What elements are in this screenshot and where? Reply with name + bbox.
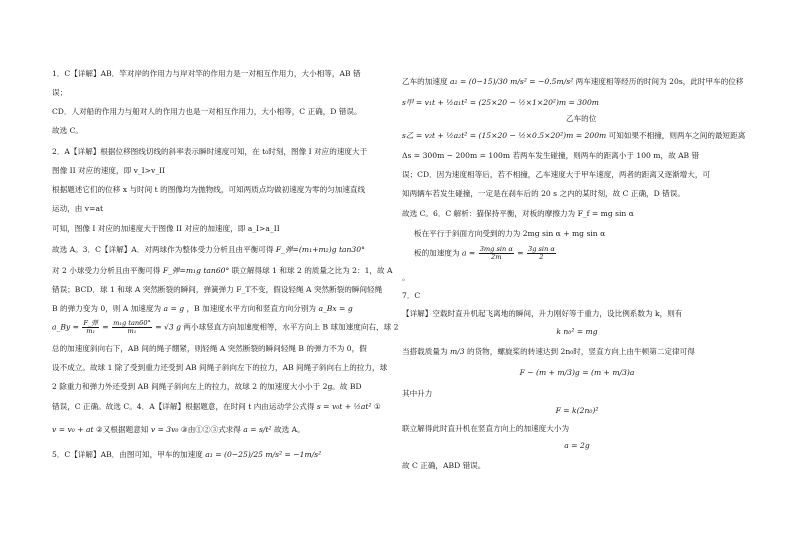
text-span: 故选 A。	[273, 425, 305, 434]
text-line: 总的加速度斜向右下，AB 间的绳子绷紧，则轻绳 A 突然断裂的瞬间轻绳 B 的弹力不为 0，假	[52, 344, 367, 353]
formula: a =	[461, 248, 476, 258]
formula: =	[102, 322, 109, 332]
formula: = √3 g	[155, 322, 181, 332]
text-span: 两车速度相等经历的时间为 20s，此时甲车的位移	[575, 77, 744, 86]
text-span: 的货物，螺旋桨的转速达到 2n₀时，竖直方向上由牛顿第二定律可得	[467, 347, 695, 356]
equation: a = 2g	[564, 441, 590, 450]
text-line	[402, 97, 599, 108]
text-line: 运动，由 v=at	[52, 204, 104, 213]
formula: a = s/t²	[243, 425, 272, 434]
text-line: 故选 C。	[52, 126, 84, 135]
formula: =	[517, 248, 524, 258]
text-line: 2 除重力和弹力外还受到 AB 间绳子斜向左上的拉力，故球 2 的加速度大小小于 2g。故 BD	[52, 382, 362, 391]
text-span: 5．C【详解】AB．由图可知，甲车的加速度	[52, 450, 203, 459]
fraction-denominator: m₁	[127, 326, 137, 335]
formula: s乙 = v₂t + ½a₂t² = (15×20 − ½×0.5×20²)m = 200m	[402, 131, 607, 140]
text-span: 板的加速度为	[414, 248, 460, 258]
text-line: 乙车的位	[566, 114, 597, 123]
text-span: 联立解得球 1 和球 2 的质量之比为 2：1，故 A	[231, 266, 393, 275]
fraction	[82, 320, 98, 335]
fraction-numerator: 3g sin α	[528, 245, 555, 253]
text-line: 联立解得此时直升机在竖直方向上的加速度大小为	[402, 424, 570, 433]
formula: s甲 = v₁t + ½a₁t² = (25×20 − ½×1×20²)m = 300m	[402, 98, 599, 107]
text-line	[402, 76, 743, 87]
text-line	[52, 449, 321, 460]
text-line	[52, 424, 305, 435]
text-span: ，B 加速度水平方向和竖直方向分别为	[186, 304, 317, 313]
formula: a_By =	[52, 322, 79, 332]
text-span: 可知如果不相撞，则两车之间的最短距离	[608, 131, 746, 140]
formula: a_Bx = g	[318, 304, 353, 313]
text-line: 故 C 正确，ABD 错误。	[402, 461, 486, 470]
text-line: Δs = 300m − 200m = 100m 若两车发生碰撞，则两车的距离小于 100 m，故 AB 错	[402, 151, 700, 160]
text-line: 板在平行于斜面方向受到的力为 2mg sin α + mg sin α	[414, 229, 606, 238]
text-span: 错误，C 正确。故选 C。4．A【详解】根据题意，在时间 t 内由运动学公式得	[52, 402, 315, 411]
equation-number: ①	[373, 402, 381, 411]
fraction-denominator: 2	[539, 252, 544, 261]
fraction	[112, 320, 152, 335]
text-line	[52, 244, 365, 255]
text-line: 可知，图像 I 对应的加速度大于图像 II 对应的加速度，即 a_I>a_II	[52, 224, 280, 233]
formula: a₂ = (0−15)/30 m/s² = −0.5m/s²	[449, 77, 574, 86]
text-span: ②又根据题意知	[96, 425, 149, 434]
text-line: 错误；BCD．球 1 和球 A 突然断裂的瞬间，弹簧弹力 F_T不变，假设轻绳 A 突然断裂的瞬间轻绳	[52, 285, 383, 294]
fraction	[527, 246, 556, 261]
text-line	[402, 130, 745, 141]
text-line: 图像 II 对应的速度，即 v_I>v_II	[52, 166, 166, 175]
text-line: 误；CD．因为速度相等后，若不相撞，乙车速度大于甲车速度，两者的距离又逐渐增大，可	[402, 170, 711, 179]
fraction-numerator: m₁g tan60°	[113, 319, 151, 327]
text-line: 设不成立。故球 1 除了受到重力还受到 AB 间绳子斜向左下的拉力，AB 间绳子斜向右上的拉力，球	[52, 363, 388, 372]
text-span: 乙车的加速度	[402, 77, 448, 86]
fraction	[479, 246, 514, 261]
text-line: 根据题述它们的位移 x 与时间 t 的图像均为抛物线，可知两质点均做初速度为零的匀加速直线	[52, 185, 366, 194]
equation: F − (m + m/3)g = (m + m/3)a	[519, 368, 635, 377]
text-line: 7．C	[402, 291, 421, 300]
text-line: 故选 C。6．C 解析：猫保持平衡，对板的摩擦力为 F_f = mg sin α	[402, 209, 634, 218]
text-span: 故选 A。3．C【详解】A．对两球作为整体受力分析且由平衡可得	[52, 245, 274, 254]
formula: m/3	[449, 347, 465, 356]
formula: a = g	[163, 304, 185, 313]
text-line: 【详解】空载时直升机起飞离地的瞬间，升力刚好等于重力，设比例系数为 k，则有	[402, 309, 683, 318]
text-span: B 的弹力变为 0，则 A 加速度为	[52, 304, 162, 313]
formula: s = v₀t + ½at²	[316, 402, 372, 411]
text-span: 对 2 小球受力分析且由平衡可得	[52, 266, 161, 275]
text-line: 2．A【详解】根据位移图线切线的斜率表示瞬时速度可知，在 t₀时刻，图像 I 对应的速度大于	[52, 147, 368, 156]
text-line	[414, 246, 557, 261]
formula: v = 3v₀	[150, 425, 179, 434]
equation: F = k(2n₀)²	[555, 406, 599, 415]
text-line	[402, 346, 695, 357]
text-line	[52, 303, 353, 314]
fraction-numerator: F_弹	[83, 319, 98, 327]
fraction-numerator: 3mg sin α	[479, 245, 513, 253]
formula: F_弹=m₁g tan60°	[162, 266, 230, 275]
text-line	[52, 401, 381, 412]
formula: F_弹=(m₁+m₂)g tan30°	[275, 245, 365, 254]
text-span: 两小球竖直方向加速度相等，水平方向上 B 球加速度向右，球 2	[183, 322, 399, 332]
text-line: 其中升力	[402, 389, 433, 398]
text-span: ③由①②③式求得	[180, 425, 241, 434]
text-line: 知两辆车若发生碰撞，一定是在刹车后的 20 s 之内的某时刻，故 C 正确，D 错误。	[402, 189, 685, 198]
text-line	[52, 320, 399, 335]
equation: k n₀² = mg	[556, 327, 598, 336]
formula: v = v₀ + at	[52, 425, 94, 434]
text-line: 误；	[52, 88, 68, 97]
text-line: CD．人对船的作用力与船对人的作用力也是一对相互作用力，大小相等，C 正确，D 错误。	[52, 107, 362, 116]
text-span: 当搭载质量为	[402, 347, 448, 356]
fraction-denominator: 2m	[491, 252, 502, 261]
text-line	[52, 265, 393, 276]
formula: a₁ = (0−25)/25 m/s² = −1m/s²	[205, 450, 322, 459]
fraction-denominator: m₁	[86, 326, 96, 335]
text-line: 。	[402, 273, 410, 282]
text-line: 1．C【详解】AB．竿对岸的作用力与岸对竿的作用力是一对相互作用力，大小相等，AB 错	[52, 69, 361, 78]
